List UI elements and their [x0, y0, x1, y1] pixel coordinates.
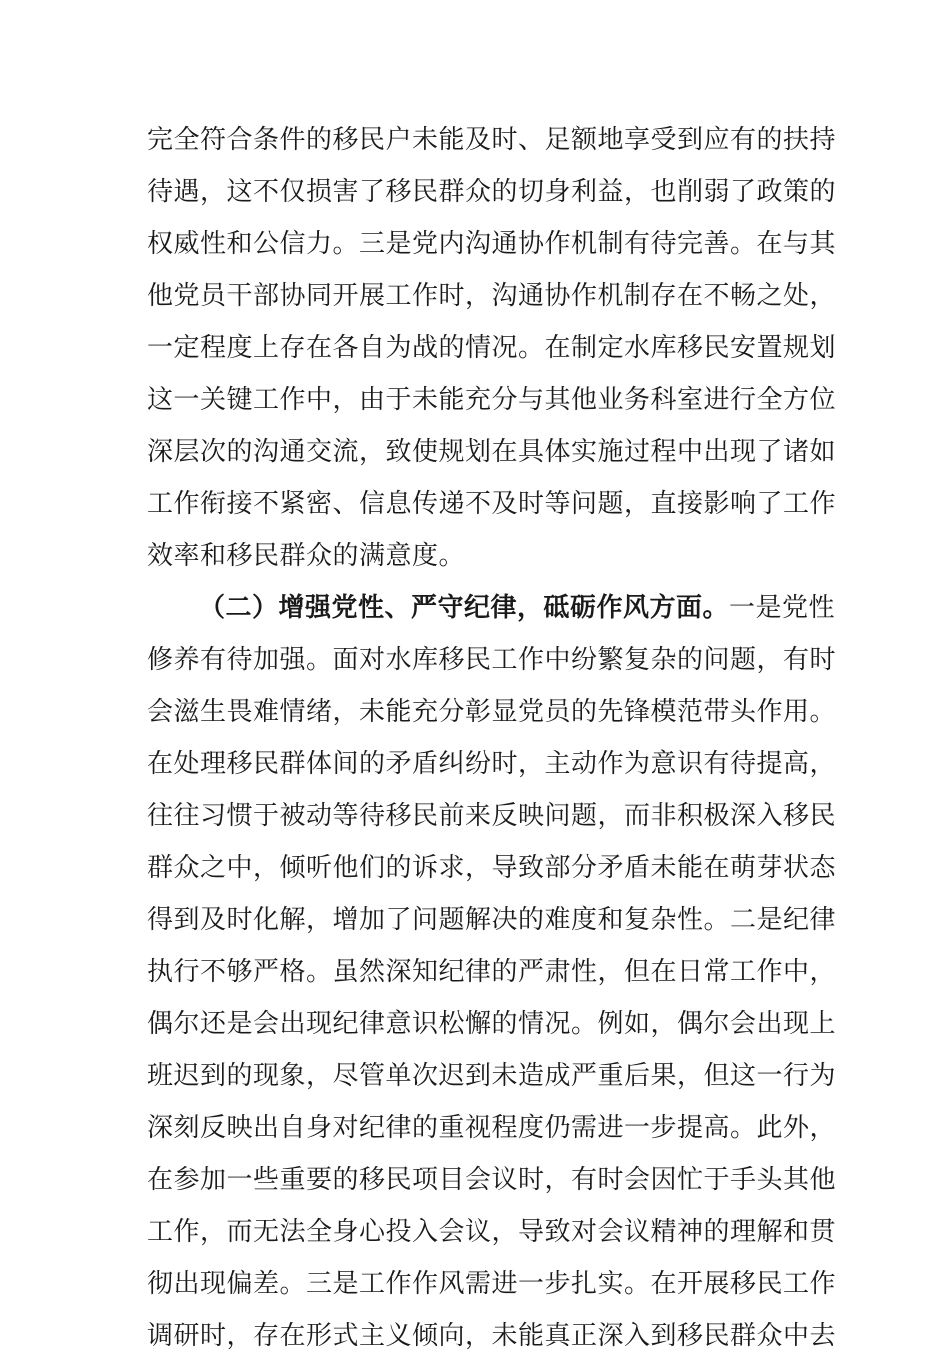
p1-line-7: 深层次的沟通交流，致使规划在具体实施过程中出现了诸如	[147, 437, 837, 467]
p2-line-9: 偶尔还是会出现纪律意识松懈的情况。例如，偶尔会出现上	[147, 1009, 837, 1039]
section-heading: （二）增强党性、严守纪律，砥砺作风方面。	[199, 593, 730, 623]
p2-line-11: 深刻反映出自身对纪律的重视程度仍需进一步提高。此外，	[147, 1113, 837, 1143]
p2-line-13: 工作，而无法全身心投入会议，导致对会议精神的理解和贯	[147, 1217, 837, 1247]
p2-line-12: 在参加一些重要的移民项目会议时，有时会因忙于手头其他	[147, 1165, 837, 1195]
body-text	[147, 114, 837, 1362]
p2-line-5: 往往习惯于被动等待移民前来反映问题，而非积极深入移民	[147, 801, 837, 831]
p2-line-6: 群众之中，倾听他们的诉求，导致部分矛盾未能在萌芽状态	[147, 853, 837, 883]
p2-line-1	[147, 582, 836, 634]
p1-line-1: 完全符合条件的移民户未能及时、足额地享受到应有的扶持	[147, 125, 837, 155]
p2-line-8: 执行不够严格。虽然深知纪律的严肃性，但在日常工作中，	[147, 957, 837, 987]
p2-line-15: 调研时，存在形式主义倾向，未能真正深入到移民群众中去	[147, 1321, 837, 1351]
p2-line-2: 修养有待加强。面对水库移民工作中纷繁复杂的问题，有时	[147, 645, 837, 675]
p1-line-9: 效率和移民群众的满意度。	[147, 541, 466, 571]
p1-line-2: 待遇，这不仅损害了移民群众的切身利益，也削弱了政策的	[147, 177, 837, 207]
p2-line-10: 班迟到的现象，尽管单次迟到未造成严重后果，但这一行为	[147, 1061, 837, 1091]
p1-line-8: 工作衔接不紧密、信息传递不及时等问题，直接影响了工作	[147, 489, 837, 519]
p1-line-6: 这一关键工作中，由于未能充分与其他业务科室进行全方位	[147, 385, 837, 415]
p1-line-4: 他党员干部协同开展工作时，沟通协作机制存在不畅之处，	[147, 281, 837, 311]
p2-line-4: 在处理移民群体间的矛盾纠纷时，主动作为意识有待提高，	[147, 749, 837, 779]
p2-line-3: 会滋生畏难情绪，未能充分彰显党员的先锋模范带头作用。	[147, 697, 837, 727]
p1-line-3: 权威性和公信力。三是党内沟通协作机制有待完善。在与其	[147, 229, 837, 259]
p2-line-14: 彻出现偏差。三是工作作风需进一步扎实。在开展移民工作	[147, 1269, 837, 1299]
p2-line-7: 得到及时化解，增加了问题解决的难度和复杂性。二是纪律	[147, 905, 837, 935]
p2-line-1-rest: 一是党性	[729, 593, 836, 623]
p1-line-5: 一定程度上存在各自为战的情况。在制定水库移民安置规划	[147, 333, 837, 363]
